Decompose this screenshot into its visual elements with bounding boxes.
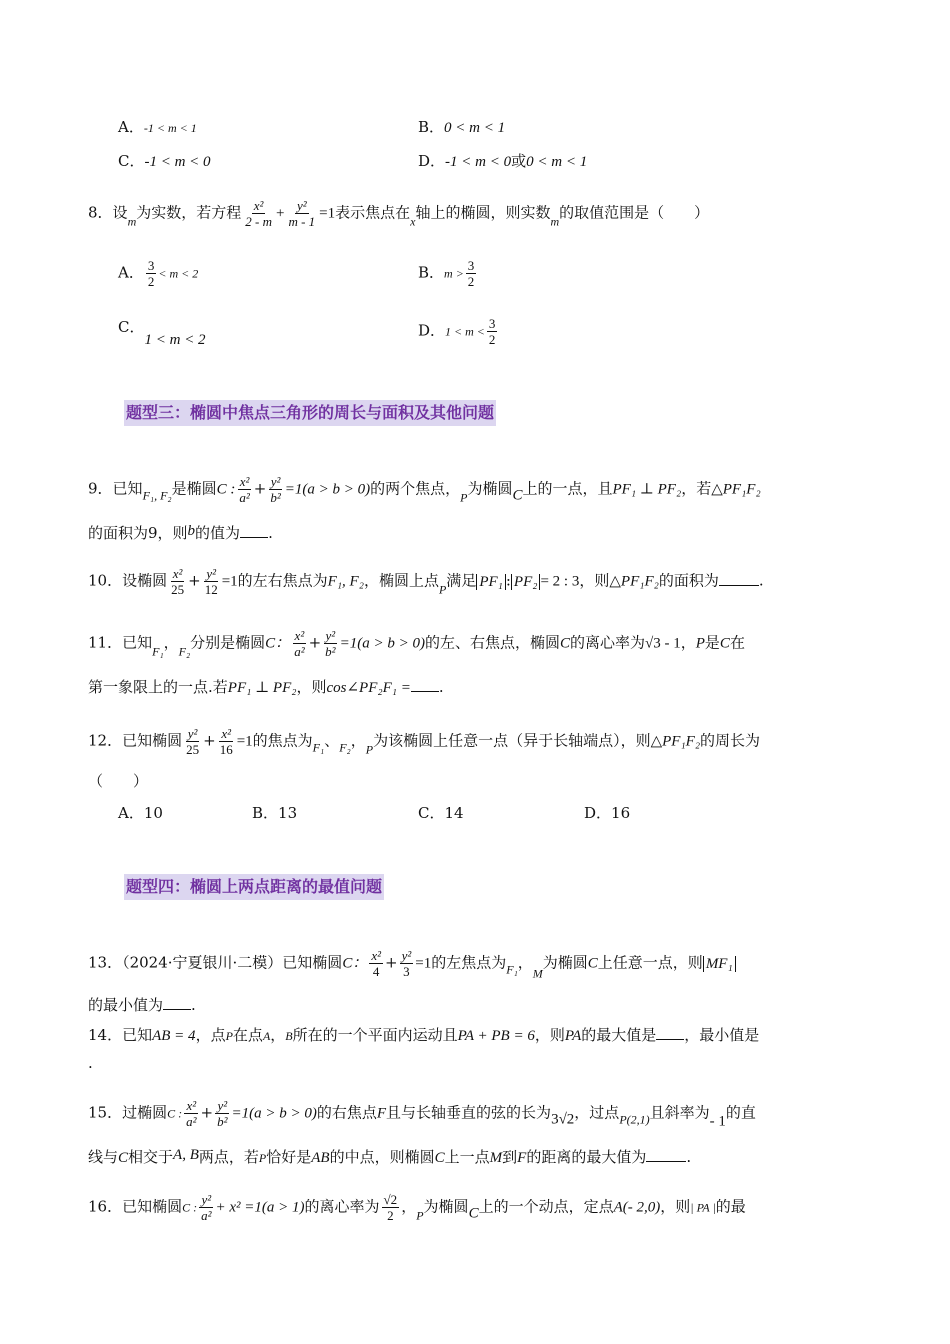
q12-option-b: B．13 (252, 804, 298, 822)
q14-line2: . (88, 1054, 93, 1072)
q15-line2: 线与C相交于A, B两点，若P恰好是AB的中点，则椭圆C上一点M到F的距离的最大值为 . (88, 1147, 692, 1166)
q12-option-a: A．10 (118, 804, 163, 822)
section-heading-3: 题型三：椭圆中焦点三角形的周长与面积及其他问题 (124, 400, 496, 426)
q11-stem: 11．已知$_{F_1}$，$_{F_2}$分别是椭圆C： $\frac{\text{x²}}{\text{a²}}$ + $\frac{\text{y²}}{\text{b²}}$ =1(a > b > 0)的左、右焦点，椭圆C的离心率为√3 - 1，P是C在 (88, 628, 745, 659)
q12-stem: 12．已知椭圆 $\frac{\text{y²}}{25}$ + $\frac{\text{x²}}{16}$ =1的焦点为$_{F_1}$、$_{F_2}$，$_P$为该椭圆上任意一点（异于长轴端点），则△PF₁F₂的周长为 (88, 726, 761, 757)
q7-option-b: B．0 < m < 1 (418, 118, 506, 136)
q15-stem: 15．过椭圆C : $\frac{\text{x²}}{\text{a²}}$ + $\frac{\text{y²}}{\text{b²}}$ =1(a > b > 0)的右焦点F且与长轴垂直的弦的长为3√2，过点$_{P(2,1)}$且斜率为- 1的直 (88, 1098, 756, 1130)
q8-option-b: B．m > $\frac{3}{2}$ (418, 258, 475, 289)
q8-stem: 8．设$_m$为实数，若方程 $\frac{\text{x²}}{2 - m}$ + $\frac{\text{y²}}{m - 1}$ =1表示焦点在$_x$轴上的椭圆，则实数$_m$的取值范围是（ ） (88, 198, 710, 229)
q12-option-c: C．14 (418, 804, 464, 822)
q7-option-d: D．-1 < m < 0或0 < m < 1 (418, 152, 588, 170)
q14-stem: 14．已知AB = 4，点P在点A，B所在的一个平面内运动且PA + PB = 6，则PA的最大值是 ，最小值是 (88, 1026, 760, 1044)
q9-line2: 的面积为9，则b的值为 . (88, 523, 273, 542)
q7-option-c: C．-1 < m < 0 (118, 152, 211, 170)
section-heading-4: 题型四：椭圆上两点距离的最值问题 (124, 874, 384, 900)
q8-option-a: A． $\frac{3}{2}$ < m < 2 (118, 258, 199, 289)
q16-stem: 16．已知椭圆C : $\frac{\text{y²}}{\text{a²}}$ + x² =1(a > 1)的离心率为 $\frac{√2}{2}$ ，$_P$为椭圆C上的一个动点，定点A(- 2,0)，则| PA |的最 (88, 1192, 746, 1223)
q13-stem: 13．（2024·宁夏银川·二模）已知椭圆C： $\frac{\text{x²}}{4}$ + $\frac{\text{y²}}{3}$ =1的左焦点为$_{F_1}$，$_M$为椭圆C上任意一点，则 MF₁ (88, 948, 736, 985)
q8-option-d: D．1 < m < $\frac{3}{2}$ (418, 316, 496, 347)
q9-stem: 9．已知$_{F_1, F_2}$是椭圆C : $\frac{\text{x²}}{\text{a²}}$ + $\frac{\text{y²}}{\text{b²}}$ =1(a > b > 0)的两个焦点，$_P$为椭圆C上的一点，且PF₁ ⊥ PF₂，若△PF₁F₂ (88, 474, 761, 505)
q12-option-d: D．16 (584, 804, 631, 822)
q13-line2: 的最小值为 . (88, 996, 196, 1014)
q8-option-c: C．1 < m < 2 (118, 318, 206, 348)
q10-stem: 10．设椭圆 $\frac{\text{x²}}{25}$ + $\frac{\text{y²}}{12}$ =1的左右焦点为F₁, F₂，椭圆上点$_P$满足 PF₁ : PF₂ = 2 : 3，则△PF₁F₂的面积为 . (88, 566, 764, 597)
q7-option-a: A．-1 < m < 1 (118, 118, 197, 136)
q12-paren: （ ） (88, 772, 149, 790)
q11-line2: 第一象限上的一点.若PF₁ ⊥ PF₂，则cos∠PF₂F₁ = . (88, 678, 444, 696)
